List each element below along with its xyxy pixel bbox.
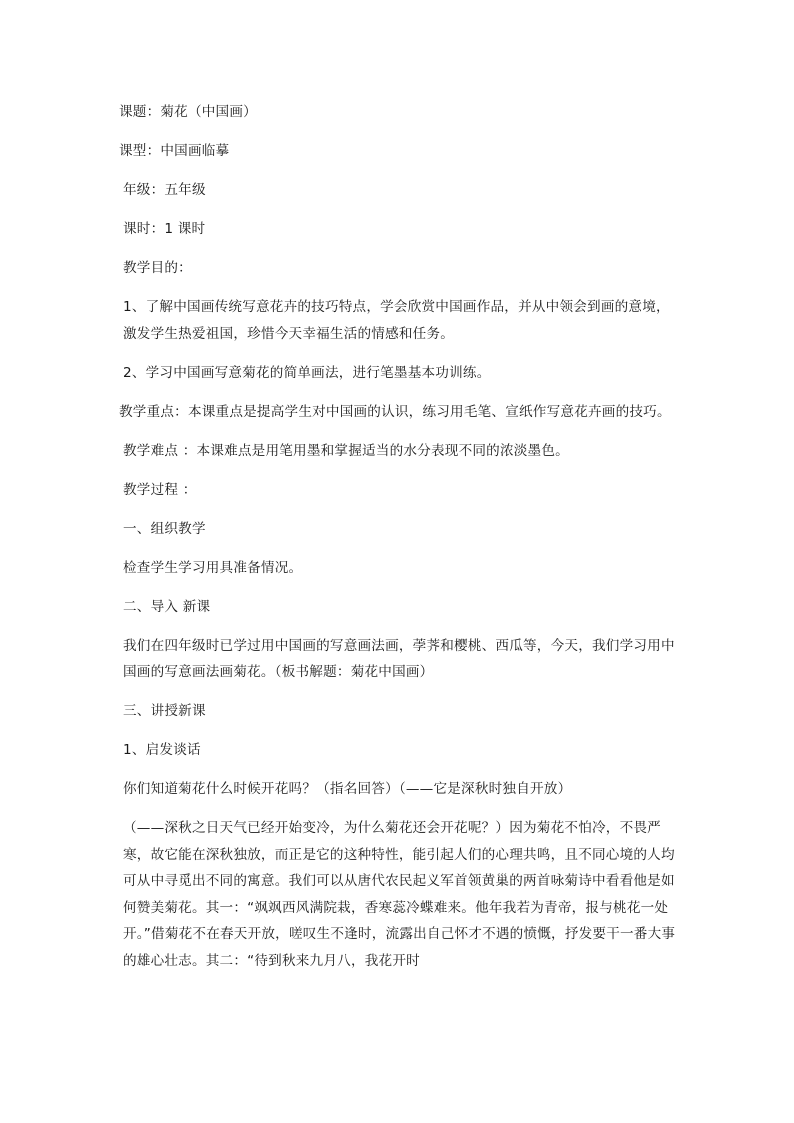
teaching-goal-2: 2、学习中国画写意菊花的简单画法，进行笔墨基本功训练。: [123, 364, 491, 381]
lesson-type: 课型：中国画临摹: [119, 143, 230, 159]
teaching-focus: 教学重点：本课重点是提高学生对中国画的认识，练习用毛笔、宣纸作写意花卉画的技巧。: [119, 403, 671, 420]
teaching-difficulty: 教学难点 ：本课难点是用笔用墨和掌握适当的水分表现不同的浓淡墨色。: [123, 442, 569, 459]
grade-level: 年级：五年级: [123, 182, 206, 198]
teaching-process-heading: 教学过程 ：: [123, 481, 197, 498]
section-teach-new-lesson: 三、讲授新课: [123, 703, 206, 719]
lesson-title: 课题：菊花（中国画）: [119, 104, 257, 120]
teaching-goal-1: 1、了解中国画传统写意花卉的技巧特点，学会欣赏中国画作品，并从中领会到画的意境，激发学生热爱祖国，珍惜今天幸福生活的情感和任务。: [123, 299, 670, 342]
class-hours: 课时：1 课时: [123, 221, 206, 237]
chrysanthemum-discussion: （——深秋之日天气已经开始变冷，为什么菊花还会开花呢？）因为菊花不怕冷，不畏严寒，故它能在深秋独放，而正是它的这种特性，能引起人们的心理共鸣，且不同心境的人均可从中寻觅出不同的寓意。我们可以从唐代农民起义军首领黄巢的两首咏菊诗中看看他是如何赞美菊花。其一：“飒飒西风满院栽，香寒蕊冷蝶难来。他年我若为青帝，报与桃花一处开。”借菊花不在春天开放，嗟叹生不逢时，流露出自己怀才不遇的愤慨，抒发要干一番大事的雄心壮志。其二：“待到秋来九月八，我花开时: [123, 820, 676, 969]
teaching-goals-heading: 教学目的：: [123, 260, 192, 276]
section-introduce-lesson: 二、导入 新课: [123, 598, 211, 615]
document-body: [119, 99, 679, 987]
question-text: 你们知道菊花什么时候开花吗？（指名回答）（——它是深秋时独自开放）: [123, 781, 572, 797]
section-organize-teaching: 一、组织教学: [123, 520, 206, 537]
introduction-text: 我们在四年级时已学过用中国画的写意画法画，荸荠和樱桃、西瓜等，今天，我们学习用中国画的写意画法画菊花。（板书解题：菊花中国画）: [123, 637, 675, 680]
subsection-inspiring-talk: 1、启发谈话: [123, 742, 201, 758]
check-supplies: 检查学生学习用具准备情况。: [123, 559, 303, 576]
